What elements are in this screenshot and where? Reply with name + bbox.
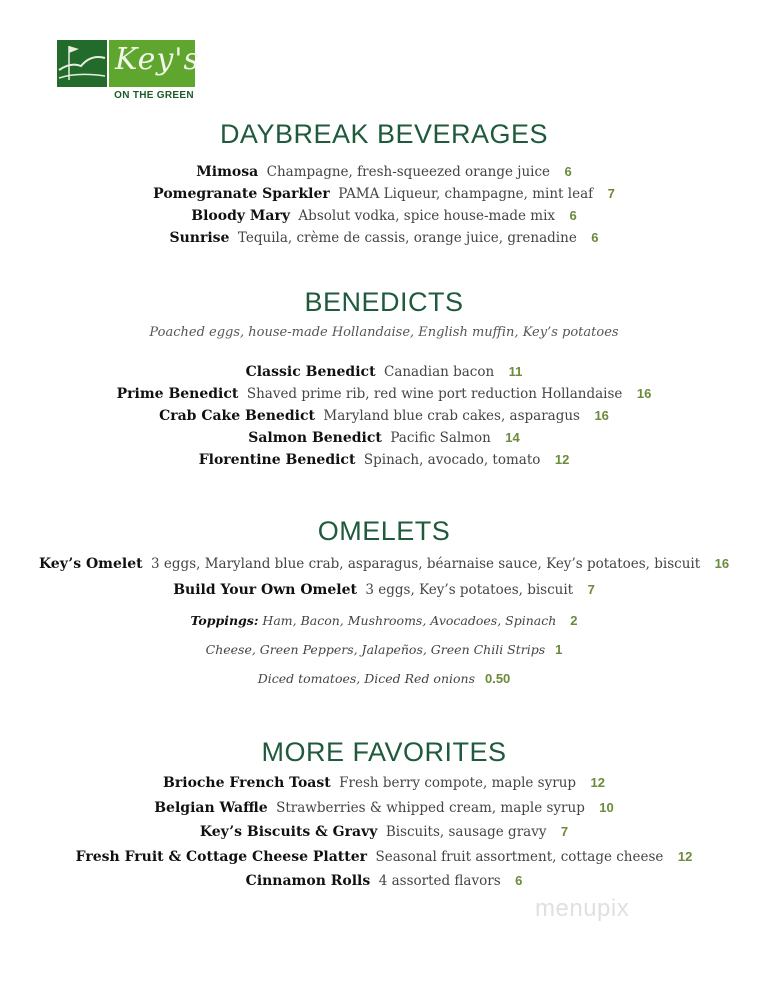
item-price: 6 [591,230,599,245]
item-desc: Pacific Salmon [390,430,491,446]
section-benedicts [0,286,768,471]
topping-text: Diced tomatoes, Diced Red onions [257,671,475,686]
item-desc: Seasonal fruit assortment, cottage cheese [375,848,664,865]
item-desc: Fresh berry compote, maple syrup [339,775,577,791]
watermark: menupix [535,895,630,922]
item-price: 16 [594,408,609,423]
menu-item [0,820,768,845]
item-name: Sunrise [169,230,230,246]
menu-item [0,577,768,603]
section-title: OMELETS [317,516,451,546]
menu-item [0,183,768,205]
item-name: Mimosa [196,164,259,180]
item-name: Crab Cake Benedict [159,408,315,424]
menu-item [0,427,768,449]
item-name: Florentine Benedict [198,452,356,468]
item-name: Key’s Omelet [38,556,143,572]
item-price: 12 [677,848,693,864]
item-price: 7 [560,824,569,839]
section-daybreak-beverages [0,118,768,249]
logo [57,40,200,102]
item-name: Classic Benedict [245,364,376,380]
menu-item [0,551,768,577]
item-price: 6 [569,208,577,223]
menu-item [0,205,768,227]
item-desc: Biscuits, sausage gravy [385,824,547,840]
item-desc: Shaved prime rib, red wine port reduction Hollandaise [246,386,623,402]
menu-item [0,771,768,796]
item-desc: Champagne, fresh-squeezed orange juice [266,164,551,180]
item-desc: Maryland blue crab cakes, asparagus [323,408,580,424]
menu-item [0,161,768,183]
toppings-label: Toppings: [190,613,259,628]
menu-item [0,449,768,471]
section-title: BENEDICTS [304,287,464,317]
topping-text: Cheese, Green Peppers, Jalapeños, Green Chili Strips [205,642,546,657]
item-name: Prime Benedict [116,386,239,402]
item-name: Key’s Biscuits & Gravy [199,824,378,840]
item-price: 7 [587,582,595,597]
item-price: 14 [505,430,520,445]
item-name: Bloody Mary [191,208,290,224]
item-desc: PAMA Liqueur, champagne, mint leaf [338,186,594,202]
section-more-favorites [0,736,768,894]
item-desc: Strawberries & whipped cream, maple syrup [276,799,585,816]
section-title: DAYBREAK BEVERAGES [219,119,549,149]
item-name: Brioche French Toast [163,775,331,791]
item-desc: Spinach, avocado, tomato [363,452,541,468]
section-omelets [0,515,768,693]
section-subtitle: Poached eggs, house-made Hollandaise, English muffin, Key’s potatoes [149,325,619,340]
item-desc: 4 assorted flavors [378,873,501,889]
topping-price: 1 [555,642,563,657]
item-desc: 3 eggs, Maryland blue crab, asparagus, béarnaise sauce, Key’s potatoes, biscuit [151,556,701,572]
item-price: 6 [564,164,572,179]
item-name: Belgian Waffle [154,799,268,816]
item-desc: 3 eggs, Key’s potatoes, biscuit [365,582,574,598]
item-name: Cinnamon Rolls [245,873,371,889]
menu-item [0,361,768,383]
item-name: Pomegranate Sparkler [153,186,330,202]
menu-item [0,383,768,405]
item-desc: Canadian bacon [383,364,495,380]
item-price: 10 [599,799,614,815]
item-price: 7 [607,186,615,201]
item-name: Build Your Own Omelet [173,582,357,598]
menu-item [0,227,768,249]
section-title: MORE FAVORITES [261,737,507,767]
toppings-list [0,606,768,693]
topping-row [0,606,768,635]
topping-row [0,635,768,664]
item-price: 12 [554,452,570,467]
golf-flag-icon [57,40,107,87]
item-price: 11 [508,364,523,379]
logo-script-text: Key's [115,42,200,77]
menu-item [0,845,768,870]
menu-item [0,405,768,427]
topping-price: 2 [570,613,578,628]
item-price: 16 [636,386,652,401]
topping-text: Ham, Bacon, Mushrooms, Avocadoes, Spinach [262,613,557,628]
logo-subtitle: ON THE GREEN [114,90,194,101]
item-price: 12 [590,775,605,790]
item-name: Fresh Fruit & Cottage Cheese Platter [75,848,367,865]
topping-price: 0.50 [484,671,511,686]
item-price: 16 [714,556,730,571]
topping-row [0,664,768,693]
item-desc: Absolut vodka, spice house-made mix [298,208,556,224]
item-desc: Tequila, crème de cassis, orange juice, grenadine [237,230,577,246]
menu-item [0,796,768,821]
item-name: Salmon Benedict [248,430,382,446]
menu-item [0,869,768,894]
item-price: 6 [515,873,523,888]
